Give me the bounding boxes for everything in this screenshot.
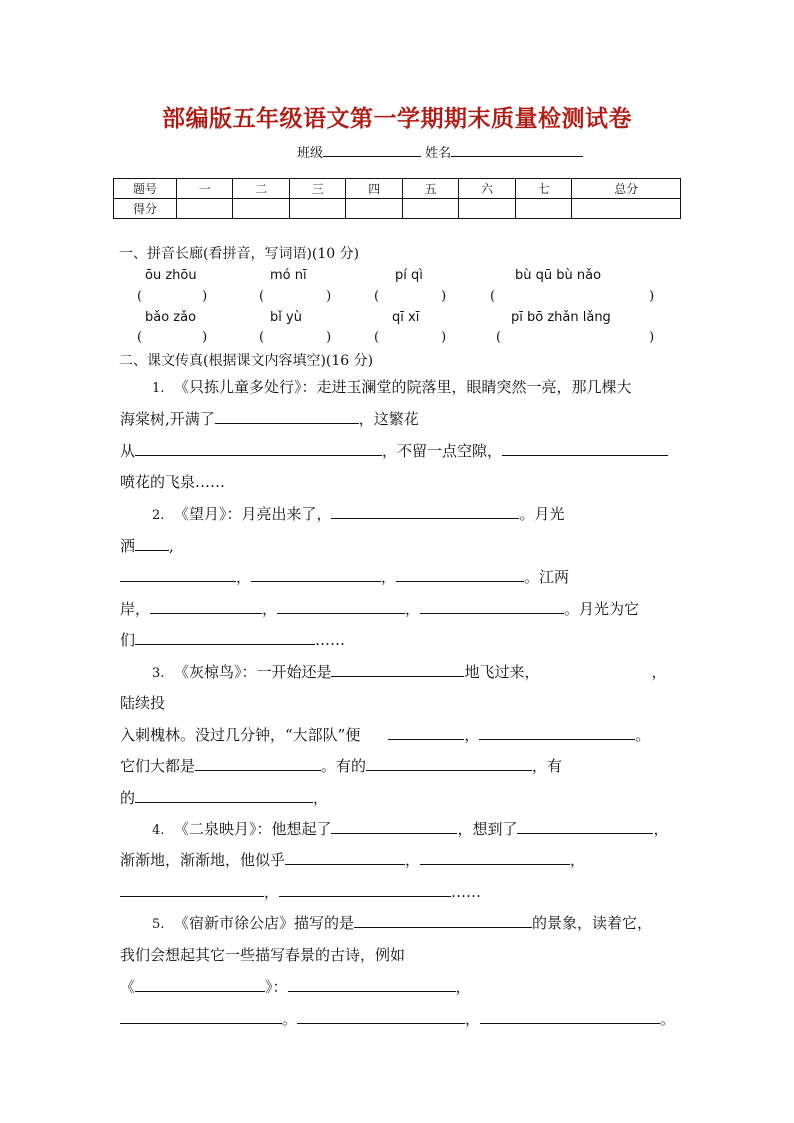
fill-blank[interactable] <box>285 849 405 865</box>
table-cell: 三 <box>289 179 345 199</box>
fill-blank[interactable] <box>420 849 570 865</box>
fill-blank[interactable] <box>135 787 313 803</box>
score-cell[interactable] <box>572 199 681 219</box>
q2-line4: 岸， ， ， 。月光为它 <box>120 600 640 618</box>
section2-heading: 二、课文传真(根据课文内容填空)(16 分) <box>119 353 374 369</box>
pinyin-3: pí qì <box>395 268 423 283</box>
q1-line1: 1. 《只拣儿童多处行》：走进玉澜堂的院落里，眼睛突然一亮，那几棵大 <box>152 378 632 396</box>
q3-line2: 陆续投 <box>120 694 166 712</box>
q1-line3: 从 ，不留一点空隙， <box>120 440 668 461</box>
student-info <box>297 141 583 161</box>
fill-blank[interactable] <box>354 912 532 928</box>
fill-blank[interactable] <box>388 724 464 740</box>
table-cell: 总分 <box>572 179 681 199</box>
answer-box[interactable]: ( ) <box>490 289 655 304</box>
table-cell: 七 <box>515 179 571 199</box>
answer-box[interactable]: ( ) <box>374 289 447 304</box>
score-cell[interactable] <box>233 199 289 219</box>
table-cell: 得分 <box>114 199 177 219</box>
fill-blank[interactable] <box>150 598 262 614</box>
q1-line4: 喷花的飞泉…… <box>120 473 226 491</box>
pinyin-2: mó nī <box>270 268 307 283</box>
fill-blank[interactable] <box>331 818 457 834</box>
pinyin-8: pī bō zhǎn lǎng <box>511 310 611 325</box>
score-cell[interactable] <box>402 199 458 219</box>
score-table-header-row <box>114 179 681 199</box>
fill-blank[interactable] <box>517 818 653 834</box>
q2-line5: 们 …… <box>120 631 346 649</box>
fill-blank[interactable] <box>120 881 264 897</box>
fill-blank[interactable] <box>135 535 169 551</box>
fill-blank[interactable] <box>120 1008 282 1024</box>
fill-blank[interactable] <box>215 408 359 424</box>
fill-blank[interactable] <box>135 976 265 992</box>
score-table-score-row <box>114 199 681 219</box>
pinyin-5: bǎo zǎo <box>145 310 197 325</box>
score-cell[interactable] <box>515 199 571 219</box>
q1-line2: 海棠树,开满了 ，这繁花 <box>120 410 419 428</box>
q3-line1: 3. 《灰椋鸟》：一开始还是 地飞过来， ， <box>152 663 667 681</box>
fill-blank[interactable] <box>277 598 405 614</box>
fill-blank[interactable] <box>120 566 236 582</box>
class-label: 班级 <box>297 146 324 161</box>
q2-line2: 洒 , <box>120 537 174 555</box>
fill-blank[interactable] <box>288 976 456 992</box>
q4-line3: ， …… <box>120 881 481 902</box>
fill-blank[interactable] <box>331 661 464 677</box>
pinyin-1: ōu zhōu <box>145 268 197 283</box>
answer-box[interactable]: ( ) <box>496 330 655 345</box>
fill-blank[interactable] <box>331 503 519 519</box>
fill-blank[interactable] <box>135 629 315 645</box>
score-table <box>113 178 681 219</box>
q2-line3: ， ， 。江两 <box>120 566 569 587</box>
q5-line3: 《 》： ， <box>120 978 471 996</box>
fill-blank[interactable] <box>279 881 451 897</box>
q4-line2: 渐渐地，渐渐地，他似乎 ， ， <box>120 851 586 869</box>
class-field[interactable] <box>323 141 421 157</box>
fill-blank[interactable] <box>479 724 635 740</box>
table-cell: 一 <box>177 179 233 199</box>
answer-box[interactable]: ( ) <box>137 289 208 304</box>
fill-blank[interactable] <box>480 1008 660 1024</box>
q5-line4: 。 ， 。 <box>120 1008 675 1029</box>
q3-line5: 的 ， <box>120 789 329 807</box>
table-cell: 二 <box>233 179 289 199</box>
answer-box[interactable]: ( ) <box>374 330 447 345</box>
score-cell[interactable] <box>177 199 233 219</box>
q5-line1: 5. 《宿新市徐公店》描写的是 的景象，读着它， <box>152 914 652 932</box>
answer-box[interactable]: ( ) <box>259 330 332 345</box>
q4-line1: 4. 《二泉映月》：他想起了 ，想到了 ， <box>152 820 669 838</box>
name-label: 姓名 <box>425 146 452 161</box>
q2-line1: 2. 《望月》：月亮出来了， 。月光 <box>152 505 565 523</box>
page-title: 部编版五年级语文第一学期期末质量检测试卷 <box>162 106 632 132</box>
answer-box[interactable]: ( ) <box>137 330 208 345</box>
fill-blank[interactable] <box>420 598 564 614</box>
pinyin-6: bǐ yù <box>270 310 302 325</box>
pinyin-4: bù qū bù nǎo <box>515 268 602 283</box>
score-cell[interactable] <box>459 199 515 219</box>
fill-blank[interactable] <box>251 566 381 582</box>
table-cell: 五 <box>402 179 458 199</box>
fill-blank[interactable] <box>135 440 382 456</box>
table-cell: 六 <box>459 179 515 199</box>
fill-blank[interactable] <box>195 755 321 771</box>
table-cell: 四 <box>346 179 402 199</box>
q5-line2: 我们会想起其它一些描写春景的古诗，例如 <box>120 946 406 964</box>
fill-blank[interactable] <box>502 440 668 456</box>
fill-blank[interactable] <box>396 566 524 582</box>
name-field[interactable] <box>451 141 583 157</box>
table-cell: 题号 <box>114 179 177 199</box>
pinyin-7: qī xī <box>392 310 420 325</box>
fill-blank[interactable] <box>366 755 532 771</box>
q3-line3: 入刺槐林。没过几分钟，“大部队”便 ， 。 <box>120 726 651 744</box>
score-cell[interactable] <box>346 199 402 219</box>
fill-blank[interactable] <box>297 1008 465 1024</box>
q3-line4: 它们大都是 。有的 ，有 <box>120 757 563 775</box>
score-cell[interactable] <box>289 199 345 219</box>
section1-heading: 一、拼音长廊(看拼音，写词语)(10 分) <box>119 246 360 262</box>
answer-box[interactable]: ( ) <box>259 289 332 304</box>
